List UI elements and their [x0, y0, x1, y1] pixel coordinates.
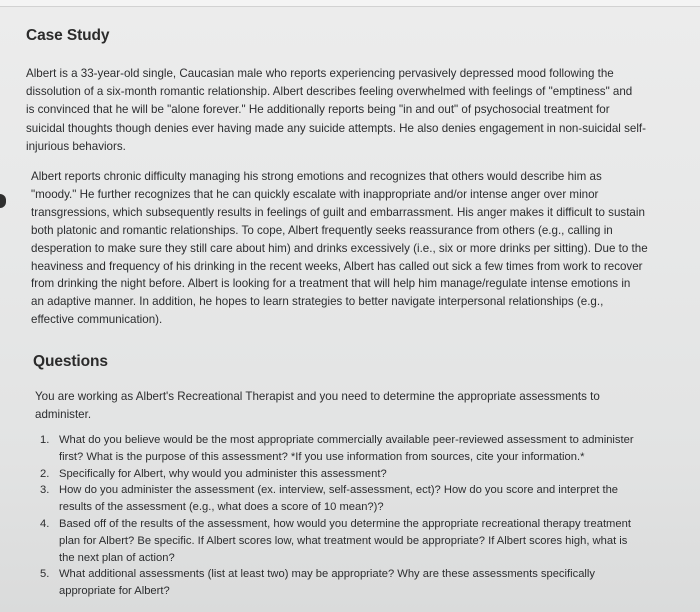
paragraph-line: "moody." He further recognizes that he can quickly escalate with inappropriate and/or intense anger over minor: [31, 187, 599, 201]
question-text: [59, 566, 595, 600]
question-text: [59, 516, 631, 566]
question-number: 2.: [40, 467, 50, 480]
question-number: 1.: [40, 434, 50, 446]
paragraph-line: from drinking the night before. Albert is looking for a treatment that will help him manage/regulate intense emotions in: [31, 277, 631, 291]
question-line: the next plan of action?: [59, 551, 175, 564]
question-line: How do you administer the assessment (ex. interview, self-assessment, ect)? How do you score and interpret the: [59, 484, 619, 497]
paragraph-line: an adaptive manner. In addition, he hopes to learn strategies to better navigate interpersonal relationships (e.g.,: [31, 295, 604, 309]
questions-list: [40, 432, 634, 600]
paragraph-line: transgressions, which subsequently results in feelings of guilt and embarrassment. His anger makes it difficult to sustain: [31, 205, 645, 219]
question-text: [59, 466, 387, 483]
question-item-5: [40, 566, 634, 600]
question-number: 3.: [40, 484, 50, 497]
paragraph-line: Albert reports chronic difficulty managing his strong emotions and recognizes that others would describe him as: [31, 170, 602, 183]
paragraph-line: injurious behaviors.: [26, 139, 126, 153]
case-study-paragraph-1: [26, 65, 646, 156]
paragraph-line: heaviness and frequency of his drinking in the recent weeks, Albert has called out sick a few times from work to recover: [31, 259, 643, 273]
question-item-2: [40, 466, 634, 483]
question-line: What additional assessments (list at least two) may be appropriate? Why are these assessments specifically: [59, 568, 595, 581]
question-line: Specifically for Albert, why would you administer this assessment?: [59, 467, 387, 480]
questions-intro: [35, 388, 600, 423]
question-number: 5.: [40, 568, 50, 581]
question-line: first? What is the purpose of this assessment? *If you use information from sources, cite your information.*: [59, 450, 585, 463]
question-line: results of the assessment (e.g., what does a score of 10 mean?)?: [59, 501, 384, 514]
question-text: [59, 432, 634, 466]
question-item-3: [40, 482, 634, 516]
intro-line: administer.: [35, 407, 92, 421]
paragraph-line: both platonic and romantic relationships. To cope, Albert frequently seeks reassurance from others (e.g., calling in: [31, 223, 613, 237]
questions-title: Questions: [33, 353, 108, 370]
paragraph-line: suicidal thoughts though denies ever having made any suicide attempts. He also denies engagement in non-suicidal self-: [26, 121, 646, 135]
question-text: [59, 482, 618, 516]
question-line: What do you believe would be the most appropriate commercially available peer-reviewed assessment to administer: [59, 434, 634, 446]
paragraph-line: is convinced that he will be "alone forever." He additionally reports being "in and out" of psychosocial treatment for: [26, 103, 610, 117]
question-item-4: [40, 516, 634, 566]
page-top-edge: [0, 0, 700, 7]
question-line: appropriate for Albert?: [59, 585, 170, 598]
case-study-title: Case Study: [26, 27, 110, 44]
question-line: Based off of the results of the assessment, how would you determine the appropriate recreational therapy treatment: [59, 517, 631, 530]
paragraph-line: dissolution of a six-month romantic relationship. Albert describes feeling overwhelmed with feelings of "emptiness" and: [26, 85, 633, 99]
left-edge-marker: [0, 194, 6, 208]
paragraph-line: Albert is a 33-year-old single, Caucasian male who reports experiencing pervasively depressed mood following the: [26, 67, 614, 80]
intro-line: You are working as Albert's Recreational Therapist and you need to determine the appropriate assessments to: [35, 390, 600, 403]
case-study-paragraph-2: [31, 168, 648, 329]
question-line: plan for Albert? Be specific. If Albert scores low, what treatment would be appropriate? If Albert scores high, what is: [59, 534, 628, 547]
question-number: 4.: [40, 517, 50, 530]
paragraph-line: effective communication).: [31, 313, 163, 327]
question-item-1: [40, 432, 634, 466]
paragraph-line: desperation to make sure they still care about him) and drinks excessively (i.e., six or more drinks per sitting). Due to the: [31, 241, 648, 255]
